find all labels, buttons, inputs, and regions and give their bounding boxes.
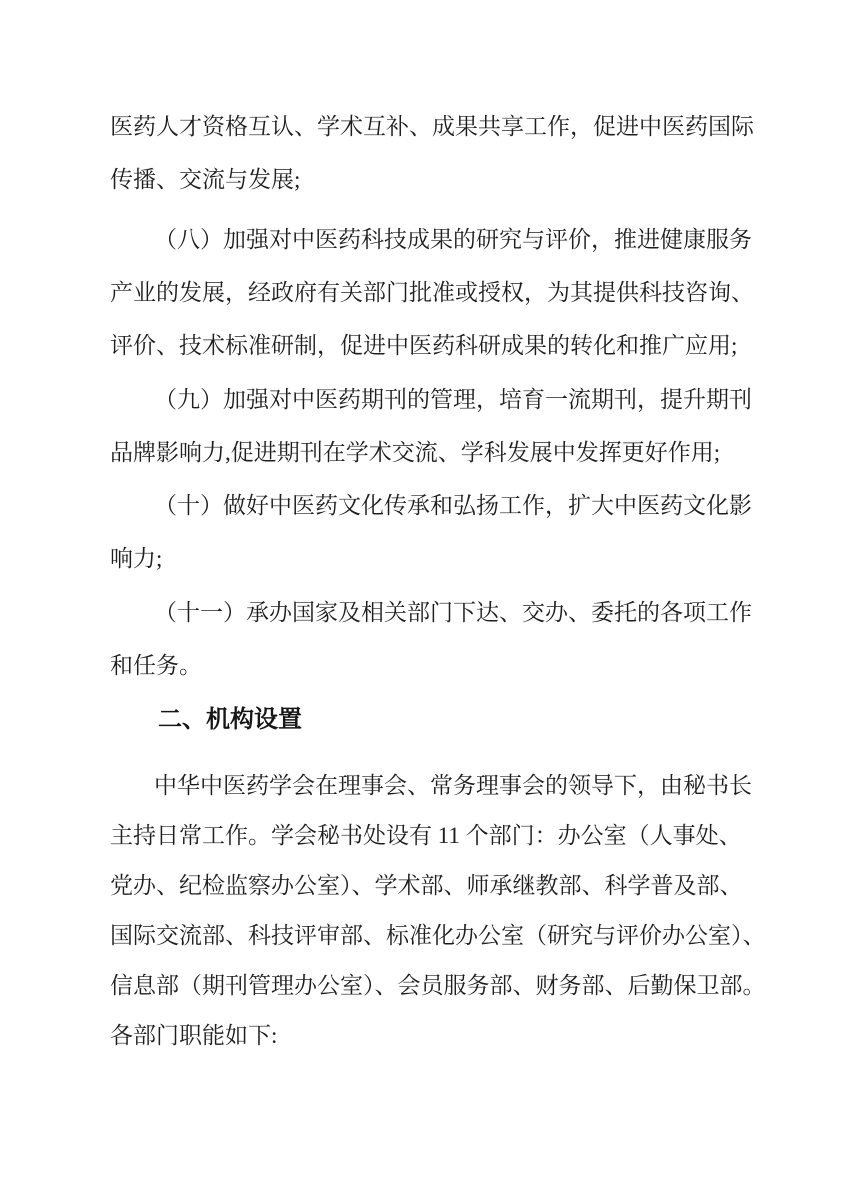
paragraph-duty-8	[110, 213, 754, 372]
text-line: 党办、纪检监察办公室）、学术部、师承继教部、科学普及部、	[110, 873, 743, 898]
text-line: （九）加强对中医药期刊的管理，培育一流期刊，提升期刊	[154, 387, 752, 412]
text-line: 主持日常工作。学会秘书处设有 11 个部门：办公室（人事处、	[110, 823, 742, 848]
text-line: （十一）承办国家及相关部门下达、交办、委托的各项工作	[154, 600, 752, 625]
text-line: 中华中医药学会在理事会、常务理事会的领导下，由秘书长	[154, 773, 752, 798]
text-line: 品牌影响力,促进期刊在学术交流、学科发展中发挥更好作用;	[110, 440, 721, 465]
text-line: 各部门职能如下:	[110, 1023, 278, 1048]
text-line: 国际交流部、科技评审部、标准化办公室（研究与评价办公室）、	[110, 923, 766, 948]
text-line: 医药人才资格互认、学术互补、成果共享工作，促进中医药国际	[110, 114, 754, 139]
text-line: （八）加强对中医药科技成果的研究与评价，推进健康服务	[154, 227, 752, 252]
text-line: 产业的发展，经政府有关部门批准或授权，为其提供科技咨询、	[110, 280, 754, 305]
text-line: 传播、交流与发展;	[110, 167, 301, 192]
paragraph-duty-10	[110, 479, 750, 585]
text-line: 信息部（期刊管理办公室）、会员服务部、财务部、后勤保卫部。	[110, 973, 766, 998]
text-line: 评价、技术标准研制，促进中医药科研成果的转化和推广应用;	[110, 333, 738, 358]
paragraph-duty-9	[110, 373, 750, 479]
paragraph-organization-departments	[110, 761, 766, 1061]
text-line: 和任务。	[110, 653, 202, 678]
text-line: 响力;	[110, 546, 163, 571]
paragraph-duty-11	[110, 586, 750, 692]
section-heading-organization-setup: 二、机构设置	[158, 706, 302, 733]
text-line: （十）做好中医药文化传承和弘扬工作，扩大中医药文化影	[154, 493, 752, 518]
paragraph-international-cooperation-continuation	[110, 100, 754, 206]
document-text-area	[110, 100, 766, 1061]
